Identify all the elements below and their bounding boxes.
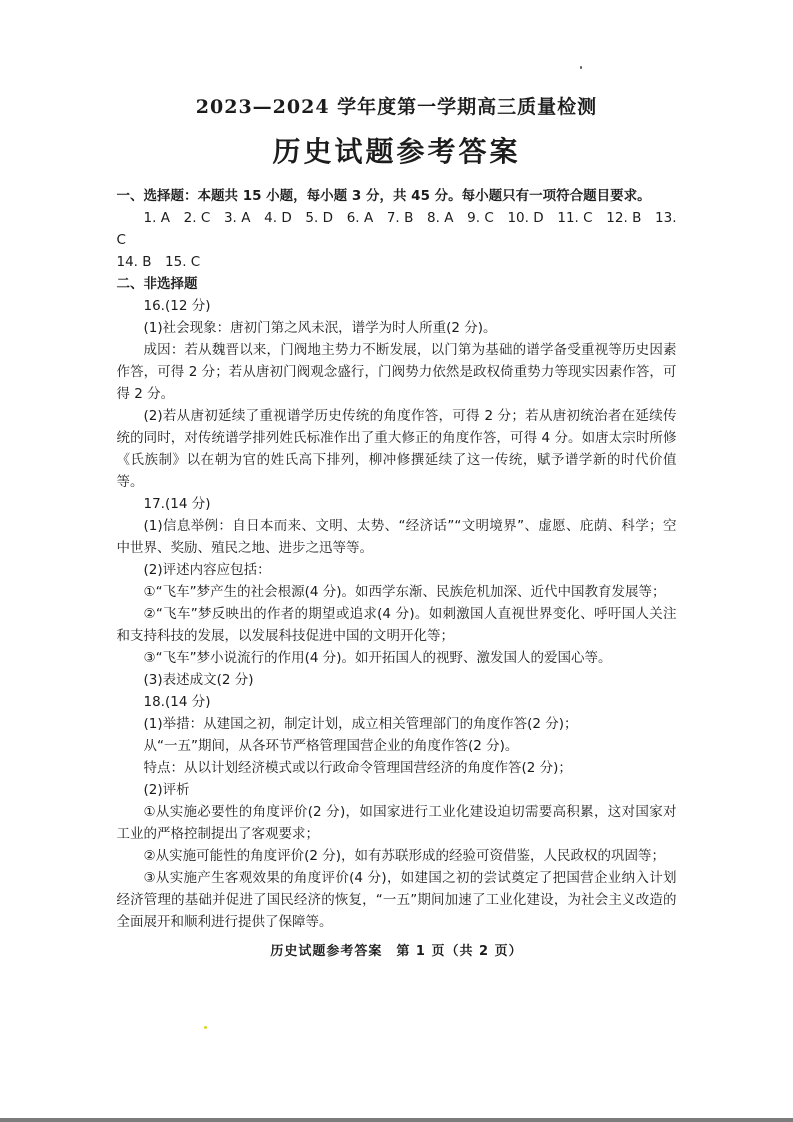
- answer-content: [117, 185, 677, 933]
- answer-paragraph-q18-2-item2: ②从实施可能性的角度评价(2 分)，如有苏联形成的经验可资借鉴，人民政权的巩固等；: [143, 848, 666, 864]
- answer-paragraph-q18-2-item3: ③从实施产生客观效果的角度评价(4 分)，如建国之初的尝试奠定了把国营企业纳入计划经济管理的基础并促进了国民经济的恢复，“一五”期间加速了工业化建设，为社会主义改造的全面展开和顺利进行提供了保障等。: [116, 870, 677, 930]
- answer-paragraph-q18-2: (2)评析: [143, 782, 190, 798]
- answer-paragraph-q18: 18.(14 分): [143, 694, 211, 710]
- answer-paragraph-q17-2-item3: ③“飞车”梦小说流行的作用(4 分)。如开拓国人的视野、激发国人的爱国心等。: [143, 650, 612, 666]
- mc-answers-line-2: 14. B 15. C: [116, 254, 201, 270]
- answer-paragraph-q18-1-measures: (1)举措：从建国之初，制定计划，成立相关管理部门的角度作答(2 分)；: [143, 716, 578, 732]
- answer-paragraph-q16: 16.(12 分): [143, 298, 211, 314]
- section-two-heading: 二、非选择题: [116, 276, 198, 292]
- page-title: 历史试题参考答案: [272, 135, 521, 168]
- section-one-heading: 一、选择题：本题共 15 小题，每小题 3 分，共 45 分。每小题只有一项符合题目要求。: [116, 188, 651, 204]
- title-block: [0, 0, 793, 170]
- scan-speck-yellow-icon: [204, 1026, 207, 1029]
- answer-paragraph-q17-2: (2)评述内容应包括：: [143, 562, 271, 578]
- answer-paragraph-q18-1-features: 特点：从以计划经济模式或以行政命令管理国营经济的角度作答(2 分)；: [143, 760, 572, 776]
- page-footer: 历史试题参考答案 第 1 页（共 2 页）: [270, 944, 523, 959]
- exam-session-title: 2023—2024 学年度第一学期高三质量检测: [195, 96, 598, 118]
- answer-paragraph-q17-3: (3)表述成文(2 分): [143, 672, 254, 688]
- answer-paragraph-q16-cause: 成因：若从魏晋以来，门阀地主势力不断发展，以门第为基础的谱学备受重视等历史因素作答，可得 2 分；若从唐初门阀观念盛行，门阀势力依然是政权倚重势力等现实因素作答，可得 2 分。: [116, 342, 677, 402]
- mc-answers-line-1: 1. A 2. C 3. A 4. D 5. D 6. A 7. B 8. A 9. C 10. D 11. C 12. B 13. C: [116, 210, 677, 248]
- answer-paragraph-q17: 17.(14 分): [143, 496, 211, 512]
- answer-paragraph-q17-1: (1)信息举例：自日本而来、文明、太势、“经济话”“文明境界”、虚愿、庇荫、科学；空中世界、奖励、殖民之地、进步之迅等等。: [116, 518, 677, 556]
- answer-paragraph-q16-1: (1)社会现象：唐初门第之风未泯，谱学为时人所重(2 分)。: [143, 320, 497, 336]
- scan-speck-icon: [580, 66, 582, 69]
- scan-edge-strip: [0, 1118, 793, 1122]
- answer-paragraph-q16-2: (2)若从唐初延续了重视谱学历史传统的角度作答，可得 2 分；若从唐初统治者在延续传统的同时，对传统谱学排列姓氏标准作出了重大修正的角度作答，可得 4 分。如唐太宗时所修《氏族制》以在朝为官的姓氏高下排列，柳冲修撰延续了这一传统，赋予谱学新的时代价值等。: [116, 408, 677, 490]
- answer-paragraph-q18-1-period: 从“一五”期间，从各环节严格管理国营企业的角度作答(2 分)。: [143, 738, 519, 754]
- answer-paragraph-q17-2-item2: ②“飞车”梦反映出的作者的期望或追求(4 分)。如刺激国人直视世界变化、呼吁国人关注和支持科技的发展，以发展科技促进中国的文明开化等；: [116, 606, 677, 644]
- answer-paragraph-q18-2-item1: ①从实施必要性的角度评价(2 分)，如国家进行工业化建设迫切需要高积累，这对国家对工业的严格控制提出了客观要求；: [116, 804, 677, 842]
- answer-paragraph-q17-2-item1: ①“飞车”梦产生的社会根源(4 分)。如西学东渐、民族危机加深、近代中国教育发展等；: [143, 584, 666, 600]
